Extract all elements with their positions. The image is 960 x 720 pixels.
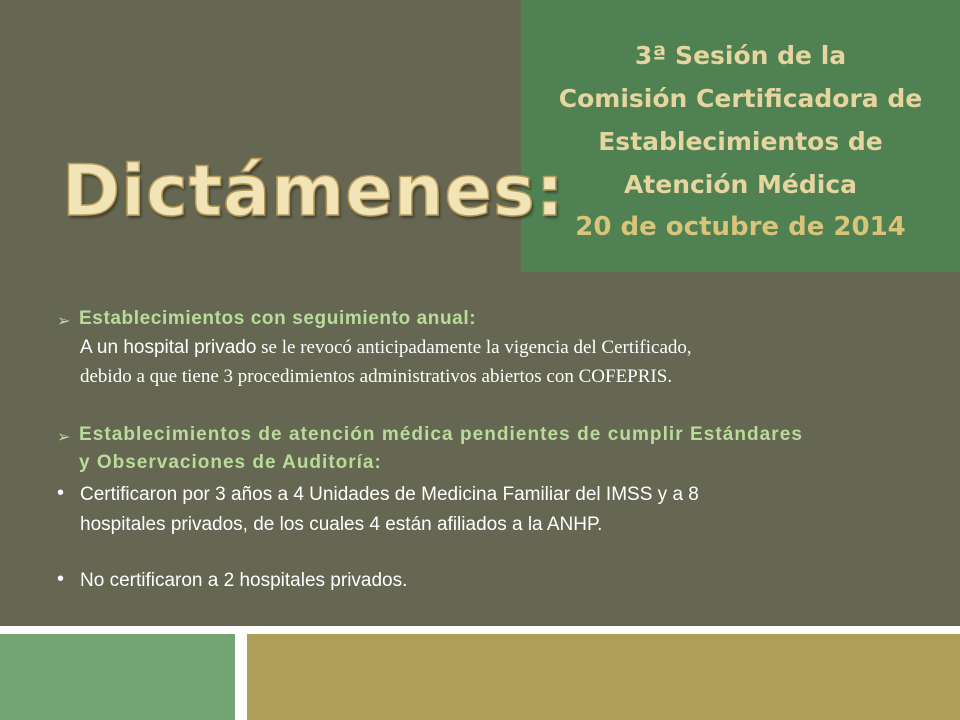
section2-bullet-1-line-1: Certificaron por 3 años a 4 Unidades de Medicina Familiar del IMSS y a 8 [80, 484, 699, 505]
section1-text-line-1 [80, 337, 692, 359]
title-line-2: Comisión Certificadora de [558, 84, 923, 113]
section2-heading-line-2: y Observaciones de Auditoría: [79, 452, 382, 473]
section2-bullet-2-line-1: No certificaron a 2 hospitales privados. [80, 570, 408, 591]
title-line-4: Atención Médica [623, 170, 858, 199]
section2-heading-line-1: Establecimientos de atención médica pendientes de cumplir Estándares [79, 424, 803, 445]
footer-green-block [0, 634, 235, 720]
main-heading: Dictámenes: [62, 150, 565, 232]
section2-bullet-1-line-2: hospitales privados, de los cuales 4 están afiliados a la ANHP. [80, 514, 603, 535]
footer-gold-block [247, 634, 960, 720]
dot-bullet-icon: • [57, 482, 65, 504]
title-line-1: 3ª Sesión de la [634, 41, 847, 70]
section1-text-sans: A un hospital privado [80, 337, 257, 358]
dot-bullet-icon: • [57, 568, 65, 590]
title-date: 20 de octubre de 2014 [575, 212, 906, 242]
title-line-3: Establecimientos de [598, 127, 883, 156]
section1-heading: Establecimientos con seguimiento anual: [79, 308, 477, 329]
section1-text-line-2: debido a que tiene 3 procedimientos administrativos abiertos con COFEPRIS. [80, 366, 673, 387]
arrowhead-bullet-icon: ➢ [57, 429, 71, 446]
section1-text-serif-1: se le revocó anticipadamente la vigencia del Certificado, [256, 337, 692, 358]
arrowhead-bullet-icon: ➢ [57, 313, 71, 330]
